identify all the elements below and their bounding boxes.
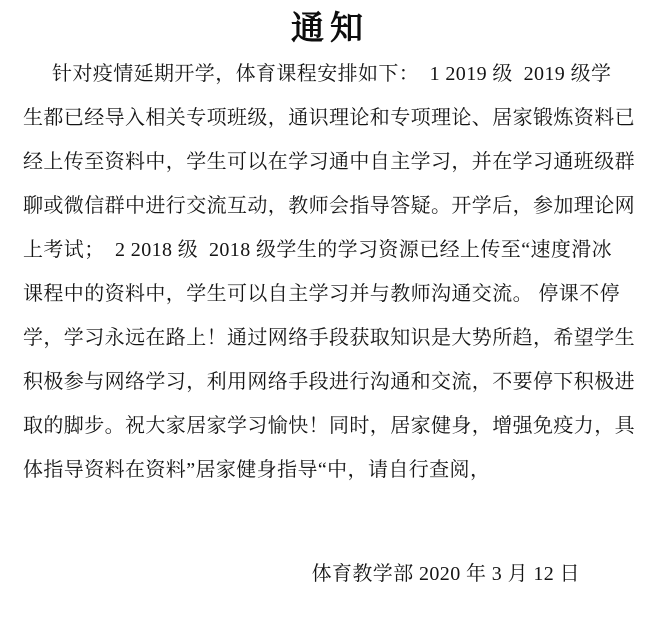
body-line: 生都已经导入相关专项班级，通识理论和专项理论、居家锻炼资料已 xyxy=(23,107,635,129)
body-line: 针对疫情延期开学，体育课程安排如下： 1 2019 级 2019 级学 xyxy=(52,63,612,85)
body-line: 上考试； 2 2018 级 2018 级学生的学习资源已经上传至“速度滑冰 xyxy=(23,239,613,261)
body-line: 聊或微信群中进行交流互动，教师会指导答疑。开学后，参加理论网 xyxy=(23,195,635,217)
notice-body xyxy=(23,52,634,492)
body-line: 积极参与网络学习，利用网络手段进行沟通和交流，不要停下积极进 xyxy=(23,371,635,393)
page-title: 通知 xyxy=(291,11,369,47)
body-line: 学，学习永远在路上！通过网络手段获取知识是大势所趋，希望学生 xyxy=(23,327,635,349)
body-line: 取的脚步。祝大家居家学习愉快！同时，居家健身，增强免疫力，具 xyxy=(23,415,635,437)
body-line: 课程中的资料中，学生可以自主学习并与教师沟通交流。 停课不停 xyxy=(23,283,620,305)
signature-date-line: 体育教学部 2020 年 3 月 12 日 xyxy=(311,563,580,585)
body-line: 经上传至资料中，学生可以在学习通中自主学习，并在学习通班级群 xyxy=(23,151,635,173)
body-line: 体指导资料在资料”居家健身指导“中，请自行查阅， xyxy=(23,459,491,481)
